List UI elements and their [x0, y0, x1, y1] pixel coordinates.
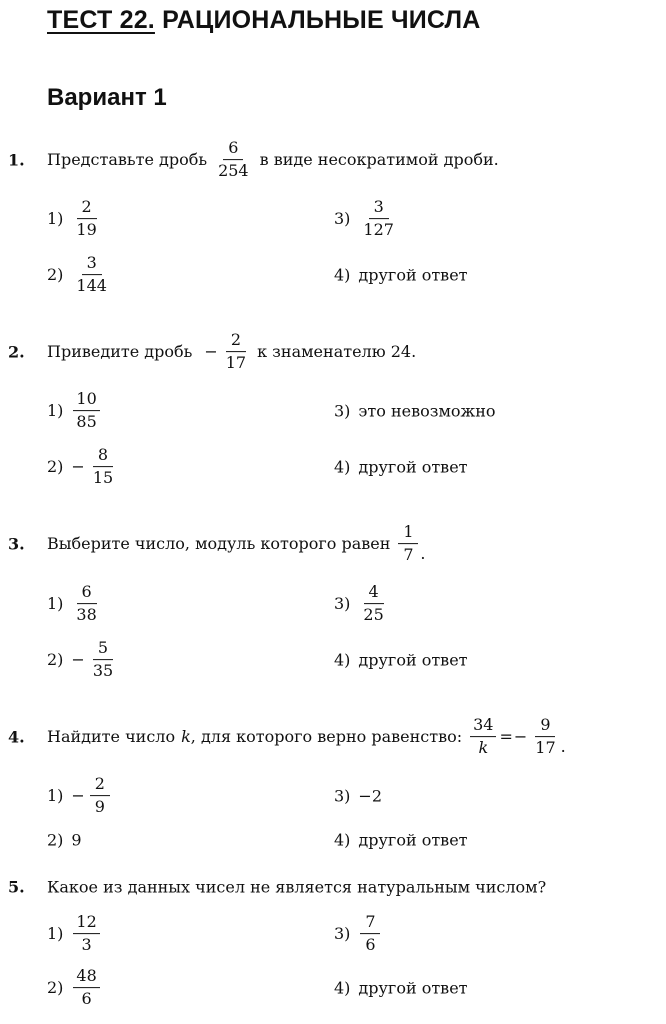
fraction: $\frac{48}{6}$ — [73, 967, 99, 1009]
question-number: 1. — [8, 150, 25, 170]
answer-option-1[interactable]: 1) $\frac{12}{3}$ — [47, 913, 102, 955]
question-number: 4. — [8, 727, 25, 747]
answer-option-4[interactable]: 4) другой ответ — [334, 457, 468, 477]
fraction: $\frac{8}{15}$ — [92, 445, 114, 488]
fraction: $\frac{2}{19}$ — [76, 197, 97, 240]
answer-option-2[interactable]: 2) − $\frac{5}{35}$ — [47, 639, 118, 681]
answer-option-4[interactable]: 4) другой ответ — [334, 265, 468, 285]
fraction: $\frac{12}{3}$ — [73, 913, 99, 955]
question-text: Какое из данных чисел не является натуральным числом? — [47, 877, 547, 897]
fraction: $\frac{6}{38}$ — [76, 582, 97, 625]
test-number: ТЕСТ 22. — [47, 6, 155, 34]
question-text: Выберите число, модуль которого равен $\frac{1}{7}$ . — [47, 522, 426, 565]
answer-option-2[interactable]: 2) 9 — [47, 830, 82, 850]
answer-option-4[interactable]: 4) другой ответ — [334, 650, 468, 670]
fraction: $\frac{34}{k}$ — [470, 716, 496, 758]
fraction: $\frac{9}{17}$ — [535, 715, 556, 758]
answer-option-4[interactable]: 4) другой ответ — [334, 830, 468, 850]
answer-option-2[interactable]: 2) $\frac{3}{144}$ — [47, 254, 112, 296]
fraction: $\frac{1}{7}$ — [398, 523, 418, 565]
fraction: $\frac{6}{254}$ — [218, 138, 249, 181]
question-number: 5. — [8, 877, 25, 897]
fraction: $\frac{3}{127}$ — [363, 197, 394, 240]
answer-option-1[interactable]: 1) $\frac{2}{19}$ — [47, 198, 102, 240]
answer-option-1[interactable]: 1) − $\frac{2}{9}$ — [47, 775, 112, 817]
variable-k: k — [181, 727, 191, 747]
test-title — [47, 6, 481, 35]
answer-option-3[interactable]: 3) $\frac{3}{127}$ — [334, 198, 399, 240]
answer-option-2[interactable]: 2) $\frac{48}{6}$ — [47, 967, 102, 1009]
fraction: $\frac{4}{25}$ — [363, 582, 384, 625]
answer-option-2[interactable]: 2) − $\frac{8}{15}$ — [47, 446, 118, 488]
answer-option-3[interactable]: 3) $\frac{7}{6}$ — [334, 913, 382, 955]
answer-option-1[interactable]: 1) $\frac{10}{85}$ — [47, 390, 102, 432]
fraction: $\frac{2}{9}$ — [90, 775, 110, 817]
fraction: $\frac{7}{6}$ — [360, 913, 380, 955]
fraction: $\frac{5}{35}$ — [92, 638, 114, 681]
question-text: Представьте дробь $\frac{6}{254}$ в виде несократимой дроби. — [47, 138, 499, 181]
test-topic: РАЦИОНАЛЬНЫЕ ЧИСЛА — [154, 6, 481, 34]
question-number: 2. — [8, 342, 25, 362]
answer-option-1[interactable]: 1) $\frac{6}{38}$ — [47, 583, 102, 625]
answer-option-4[interactable]: 4) другой ответ — [334, 978, 468, 998]
answer-option-3[interactable]: 3) $\frac{4}{25}$ — [334, 583, 389, 625]
answer-option-3[interactable]: 3) −2 — [334, 786, 383, 806]
answer-option-3[interactable]: 3) это невозможно — [334, 401, 496, 421]
fraction: $\frac{2}{17}$ — [225, 330, 247, 373]
fraction: $\frac{3}{144}$ — [76, 253, 107, 296]
variant-heading: Вариант 1 — [47, 84, 167, 111]
question-text: Приведите дробь − $\frac{2}{17}$ к знаменателю 24. — [47, 330, 417, 373]
question-number: 3. — [8, 534, 25, 554]
fraction: $\frac{10}{85}$ — [73, 390, 99, 432]
question-text: Найдите число k , для которого верно равенство: $\frac{34}{k}$ = − $\frac{9}{17}$ . — [47, 715, 566, 758]
